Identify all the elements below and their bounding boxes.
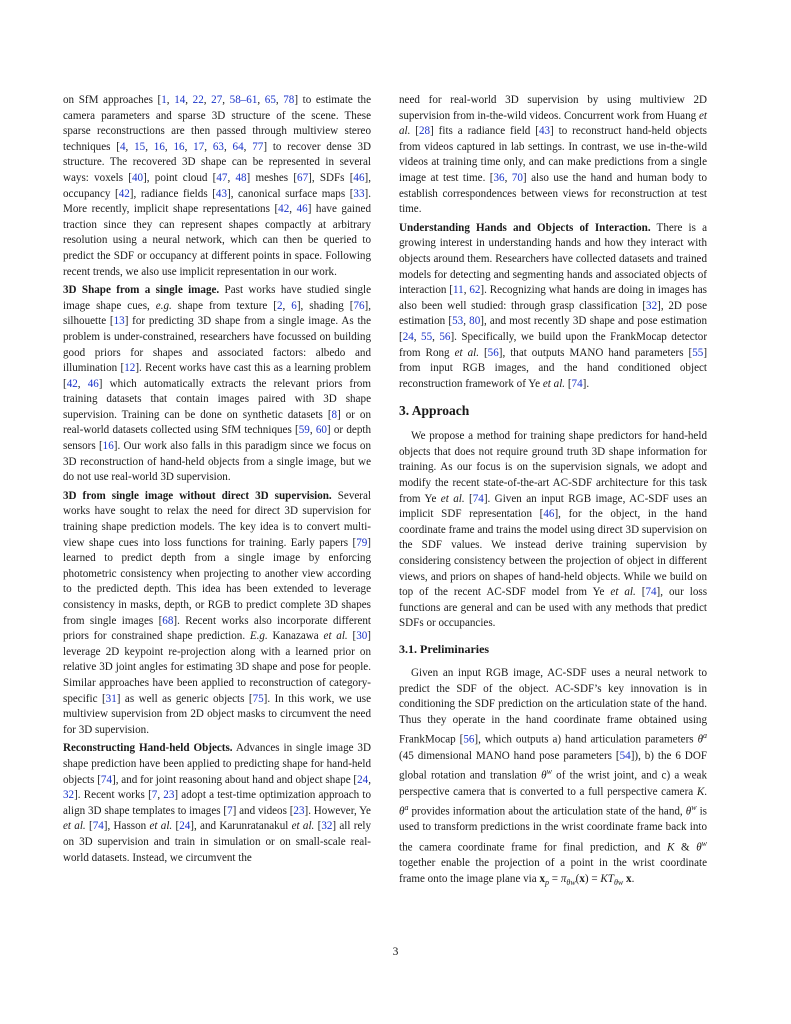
text-run: , — [227, 171, 236, 184]
citation-link[interactable]: 79 — [356, 536, 368, 549]
math-symbol: θ — [697, 734, 704, 747]
citation-link[interactable]: 55 — [692, 346, 704, 359]
right-column — [399, 93, 707, 894]
math-symbol: K — [666, 841, 675, 854]
left-column — [63, 93, 371, 869]
text-run: ] to recover dense 3D structure. The recovered 3D shape can be represented in several ways: voxels [ — [63, 140, 371, 184]
math-vector: x — [579, 872, 585, 885]
citation-link[interactable]: 80 — [469, 315, 481, 328]
text-run: ], 2D pose estimation [ — [399, 299, 707, 328]
math-symbol: θ — [685, 805, 692, 818]
text-run: ], Hasson — [103, 820, 150, 833]
text-run: . — [704, 785, 707, 798]
citation-link[interactable]: 56 — [463, 734, 475, 747]
citation-link[interactable]: 16 — [173, 140, 185, 153]
text-run: ] also use the hand and human body to establish correspondences between views for reconstruction at test time. — [399, 171, 708, 216]
text-run: ] or on real-world datasets collected using SfM techniques [ — [63, 408, 371, 437]
text-run: ], for the object, in the hand coordinate frame and trains the model using direct 3D supervision on the SDF values. We instead derive training supervision by considering consistency between the projection of object in different views, and priors on shapes of hand-held objects. While we build on top of the recent AC-SDF model from Ye — [399, 508, 707, 599]
citation-link[interactable]: 13 — [113, 315, 125, 328]
text-run: ] adopt a test-time optimization approach to align 3D shape templates to images [ — [63, 789, 371, 817]
text-run: , — [204, 140, 213, 153]
citation-link[interactable]: 76 — [353, 299, 365, 312]
text-run: ] fits a radiance field [ — [430, 125, 539, 138]
math-symbol: K — [696, 785, 705, 798]
citation-link[interactable]: 7 — [227, 804, 233, 817]
citation-link[interactable]: 62 — [469, 284, 481, 297]
text-run: of the wrist joint, and c) a weak perspective camera that is converted to a full perspective camera — [399, 769, 707, 798]
citation-link[interactable]: 63 — [212, 140, 224, 153]
text-run: ], canonical surface maps [ — [227, 187, 354, 200]
page-number: 3 — [392, 946, 399, 958]
text-run: , — [166, 94, 175, 106]
text-run: ]. Recognizing what hands are doing in images has also been well studied: through grasp classification [ — [399, 284, 707, 312]
text-run: , — [309, 424, 316, 437]
text-run: ], and most recently 3D shape and pose estimation [ — [399, 315, 707, 343]
citation-link[interactable]: 24 — [179, 820, 191, 833]
text-run: ], SDFs [ — [308, 171, 354, 184]
italic-text: et al. — [610, 586, 636, 599]
citation-link[interactable]: 78 — [283, 94, 295, 106]
subsection-heading-preliminaries: 3.1. Preliminaries — [399, 642, 490, 656]
math-subscript: θw — [566, 878, 576, 888]
text-run: , — [223, 140, 233, 153]
citation-link[interactable]: 67 — [297, 171, 309, 184]
text-run: , — [289, 203, 297, 216]
text-run: ] or depth sensors [ — [63, 424, 371, 453]
text-run: , — [413, 330, 422, 343]
citation-link[interactable]: 32 — [646, 299, 658, 312]
citation-link[interactable]: 46 — [543, 508, 555, 521]
italic-text: et al. — [323, 630, 348, 643]
text-run: ] from input RGB images, and the hand conditioned object reconstruction framework of Ye — [399, 346, 708, 390]
text-run: on SfM approaches [ — [63, 94, 162, 106]
section-heading-approach: 3. Approach — [399, 403, 470, 419]
text-run: [ — [464, 492, 473, 505]
citation-link[interactable]: 74 — [100, 773, 113, 786]
paragraph-approach — [399, 429, 707, 632]
text-run: ]. Specifically, we build upon the FrankMocap detector from Rong — [399, 330, 708, 359]
math-subscript: θw — [613, 878, 624, 888]
citation-link[interactable]: 43 — [538, 125, 551, 138]
citation-link[interactable]: 54 — [619, 749, 631, 762]
text-run: Given an input RGB image, AC-SDF uses a neural network to predict the SDF of the object. AC-SDF’s key innovation is in conditioning the SDF prediction on the articulation state of the hand. Thus they operate in the hand coordinate frame obtained using FrankMocap [ — [399, 667, 707, 747]
text-run: [ — [410, 125, 419, 138]
paragraph-heading: Understanding Hands and Objects of Interaction. — [399, 221, 651, 234]
citation-link[interactable]: 53 — [452, 315, 464, 328]
citation-link[interactable]: 42 — [118, 187, 130, 200]
text-run: [ — [85, 820, 93, 833]
citation-link[interactable]: 70 — [511, 171, 523, 184]
text-run: , — [257, 94, 265, 106]
text-run: [ — [314, 820, 322, 833]
text-run: , — [185, 94, 193, 106]
math-symbol: θ — [696, 841, 702, 854]
citation-link[interactable]: 7 — [151, 789, 158, 802]
paragraph-heading: 3D from single image without direct 3D supervision. — [63, 489, 332, 502]
text-run: ] as well as generic objects [ — [116, 692, 253, 705]
text-run: , — [432, 330, 440, 343]
math-symbol: θ — [399, 805, 405, 818]
citation-link[interactable]: 23 — [293, 804, 305, 817]
text-run: ) = — [584, 872, 601, 885]
text-run: & — [674, 841, 697, 854]
text-run: ], and Karunratanakul — [190, 820, 292, 833]
citation-link[interactable]: 75 — [252, 692, 264, 705]
italic-text: et al. — [291, 820, 315, 833]
italic-text: et al. — [454, 346, 479, 359]
text-run: ]. Recent works have cast this as a learning problem [ — [63, 362, 371, 390]
citation-link[interactable]: 15 — [134, 140, 146, 153]
text-run: Past works have studied single image shape cues, — [63, 284, 371, 312]
text-run: need for real-world 3D supervision by using multiview 2D supervision from in-the-wild videos. Concurrent work from Huang — [399, 94, 707, 122]
text-run: [ — [635, 586, 646, 599]
text-run: , — [203, 94, 212, 106]
citation-link[interactable]: 64 — [232, 140, 244, 153]
citation-link[interactable]: 31 — [105, 692, 117, 705]
citation-link[interactable]: 58–61 — [229, 94, 258, 106]
text-run: , — [125, 140, 135, 153]
citation-link[interactable]: 2 — [276, 299, 283, 312]
text-run: , — [243, 140, 253, 153]
italic-text: et al. — [149, 820, 173, 833]
text-run: ], silhouette [ — [63, 299, 371, 328]
math-superscript: w — [546, 767, 552, 777]
text-run: ] for predicting 3D shape from a single image. As the problem is under-constrained, researchers have focussed on building good priors for shapes and associated factors: albedo and illumination [ — [63, 315, 371, 375]
italic-text: et al. — [63, 820, 86, 833]
text-run: , — [463, 315, 470, 328]
text-run: , — [184, 140, 194, 153]
text-run: ]. — [582, 377, 590, 390]
text-run: ]. In this work, we use multiview supervision from 2D object masks to circumvent the need for 3D supervision. — [63, 692, 371, 736]
text-run: [ — [172, 820, 180, 833]
citation-link[interactable]: 74 — [645, 586, 657, 599]
citation-link[interactable]: 22 — [192, 94, 204, 106]
citation-link[interactable]: 42 — [66, 377, 78, 390]
citation-link[interactable]: 14 — [174, 94, 186, 106]
citation-link[interactable]: 12 — [124, 362, 136, 375]
citation-link[interactable]: 28 — [419, 125, 431, 138]
citation-link[interactable]: 65 — [264, 94, 276, 106]
italic-text: et al. — [542, 377, 566, 390]
text-run: , — [145, 140, 154, 153]
text-run: ], radiance fields [ — [129, 187, 216, 200]
citation-link[interactable]: 74 — [571, 377, 583, 390]
paragraph-heading: 3D Shape from a single image. — [63, 284, 220, 297]
citation-link[interactable]: 1 — [161, 94, 167, 106]
text-run: , — [164, 140, 174, 153]
citation-link[interactable]: 46 — [87, 377, 99, 390]
text-run: ]. Recent works [ — [74, 789, 152, 802]
citation-link[interactable]: 74 — [92, 820, 104, 833]
paragraph-understanding-hands — [399, 221, 707, 393]
citation-link[interactable]: 24 — [402, 330, 414, 343]
text-run: ], our loss functions are general and can be used with any methods that predict SDFs or occupancies. — [399, 586, 708, 630]
italic-text: E.g. — [249, 630, 268, 643]
text-run: is used to transform predictions in the wrist coordinate frame back into the camera coordinate frame for final prediction, and — [399, 805, 707, 854]
text-run: ] all rely on 3D supervision and train in simulation or on small-scale real-world datasets. Instead, we circumvent the — [63, 820, 372, 864]
text-run: ] and videos [ — [232, 804, 294, 817]
citation-link[interactable]: 33 — [353, 187, 365, 200]
citation-link[interactable]: 56 — [487, 346, 499, 359]
paragraph-3d-shape-single-image — [63, 283, 371, 486]
text-run: together enable the projection of a point in the wrist coordinate frame onto the image plane via — [399, 857, 707, 885]
citation-link[interactable]: 77 — [252, 140, 264, 153]
citation-link[interactable]: 17 — [193, 140, 205, 153]
text-run: , — [222, 94, 230, 106]
paragraph-heading: Reconstructing Hand-held Objects. — [63, 742, 233, 755]
text-run: ( — [575, 872, 580, 885]
math-vector: x — [626, 872, 632, 885]
paragraph-preliminaries — [399, 666, 707, 891]
text-run: ], occupancy [ — [63, 171, 371, 200]
text-run: ], which outputs a) hand articulation parameters — [474, 734, 698, 747]
citation-link[interactable]: 56 — [439, 330, 451, 343]
text-run: , — [282, 299, 292, 312]
math-symbol: KT — [600, 872, 614, 885]
math-superscript: w — [701, 839, 707, 848]
citation-link[interactable]: 59 — [298, 424, 310, 437]
text-run: , — [504, 171, 512, 184]
text-run: . — [631, 872, 635, 885]
text-run: (45 dimensional MANO hand pose parameters [ — [399, 749, 620, 762]
text-run: ], shading [ — [296, 299, 354, 312]
text-run: , — [275, 94, 284, 106]
text-run: [ — [478, 346, 488, 359]
text-run: ] have gained traction since they can represent shapes compactly at arbitrary resolution using a neural network, which can then be queried to predict the SDF or occupancy at different points in space. Following recent trends, we also use implicit representation in our work. — [63, 203, 371, 278]
citation-link[interactable]: 16 — [153, 140, 165, 153]
text-run: ] leverage 2D keypoint re-projection along with a learned prior on relative 3D joint angles for estimating 3D shape and pose for people. Similar approaches have been applied to reconstruction of category-specific [ — [63, 630, 371, 705]
text-run: , — [157, 789, 164, 802]
citation-link[interactable]: 40 — [131, 171, 144, 184]
citation-link[interactable]: 23 — [163, 789, 175, 802]
citation-link[interactable]: 48 — [235, 171, 247, 184]
text-run: There is a growing interest in understanding hands and how they interact with objects around them. Researchers have collected datasets and trained models for detecting and segmenting hands and associated objects of interaction [ — [399, 221, 708, 297]
citation-link[interactable]: 36 — [493, 171, 505, 184]
citation-link[interactable]: 55 — [421, 330, 433, 343]
paragraph-reconstructing-hand-held — [63, 741, 371, 866]
citation-link[interactable]: 32 — [321, 820, 333, 833]
citation-link[interactable]: 27 — [211, 94, 223, 106]
citation-link[interactable]: 30 — [356, 630, 368, 643]
citation-link[interactable]: 68 — [162, 614, 174, 627]
citation-link[interactable]: 11 — [453, 284, 464, 297]
citation-link[interactable]: 47 — [216, 171, 228, 184]
citation-link[interactable]: 60 — [315, 424, 327, 437]
citation-link[interactable]: 46 — [353, 171, 365, 184]
citation-link[interactable]: 24 — [357, 773, 369, 786]
text-run: = — [549, 872, 561, 885]
citation-link[interactable]: 16 — [102, 440, 114, 453]
italic-text: et al. — [399, 109, 707, 138]
text-run: ]. More recently, implicit shape representations [ — [63, 187, 371, 216]
text-run: ]. However, Ye — [304, 804, 371, 817]
text-run: ]), b) the 6 DOF global rotation and translation — [399, 749, 707, 782]
text-run: ]. Our work also falls in this paradigm since we focus on 3D reconstruction of hand-held objects from a single image, but we do not use real-world 3D supervision. — [63, 440, 371, 484]
italic-text: e.g. — [155, 299, 172, 312]
text-run: ]. Recent works also incorporate different priors for constrained shape prediction. — [63, 614, 371, 643]
math-superscript: a — [703, 731, 708, 741]
text-run: ] meshes [ — [246, 171, 298, 184]
math-superscript: a — [404, 803, 409, 813]
text-run: Kanazawa — [267, 630, 324, 643]
text-run: We propose a method for training shape predictors for hand-held objects that does not require ground truth 3D shape information for training. As our focus is on the supervision signals, we adopt and modify the recent state-of-the-art AC-SDF architecture for this task from Ye — [399, 430, 707, 505]
text-run: ], point cloud [ — [143, 171, 217, 184]
math-symbol: θ — [541, 769, 547, 782]
citation-link[interactable]: 4 — [119, 140, 126, 153]
text-run: ]. Given an input RGB image, AC-SDF uses an implicit SDF representation [ — [399, 492, 708, 521]
text-run: ], that outputs MANO hand parameters [ — [498, 346, 693, 359]
citation-link[interactable]: 43 — [215, 187, 227, 200]
citation-link[interactable]: 6 — [291, 299, 297, 312]
citation-link[interactable]: 42 — [278, 203, 290, 216]
math-subscript: p — [545, 878, 550, 888]
text-run: ] learned to predict depth from a single image by enforcing photometric consistency when projecting to another view according to the predicted depth. This idea has been extended to leverage consistency in masks, depth, or RGB to predict complete 3D shapes from single images [ — [63, 536, 371, 627]
text-run: , — [463, 284, 470, 297]
text-run: Advances in single image 3D shape prediction have been applied to predicting shape for hand-held objects [ — [63, 742, 371, 786]
text-run: [ — [565, 377, 572, 390]
math-symbol: π — [560, 872, 567, 885]
paragraph-3d-without-supervision — [63, 489, 371, 739]
text-run: , — [368, 773, 371, 786]
citation-link[interactable]: 8 — [331, 408, 338, 421]
paragraph-sfm-approaches — [63, 93, 371, 280]
paragraph-real-world-supervision — [399, 93, 707, 218]
text-run: provides information about the articulation state of the hand, — [408, 805, 686, 818]
text-run: [ — [347, 630, 357, 643]
citation-link[interactable]: 46 — [296, 203, 308, 216]
text-run: ] to reconstruct hand-held objects from videos captured in lab settings. In contrast, we use in-the-wild videos at training time only, and can make predictions from a single image at test time. [ — [399, 125, 708, 184]
text-run: ], and for joint reasoning about hand and object shape [ — [112, 773, 358, 786]
text-run: ] which automatically extracts the relevant priors from training datasets that contain images paired with 3D shape supervision. Training can be done on synthetic datasets [ — [63, 377, 371, 421]
text-run: shape from texture [ — [171, 299, 277, 312]
math-vector: x — [539, 872, 546, 885]
citation-link[interactable]: 32 — [63, 789, 75, 802]
text-run: ] to estimate the camera parameters and sparse 3D structure of the scene. These sparse reconstructions are then passed through multiview stereo techniques [ — [63, 94, 372, 153]
text-run: , — [77, 377, 88, 390]
citation-link[interactable]: 74 — [472, 492, 484, 505]
math-superscript: w — [691, 803, 697, 813]
text-run: Several works have sought to relax the need for direct 3D supervision for training shape prediction models. The key idea is to convert multi-view shape cues into loss functions for training. Early papers [ — [63, 489, 371, 549]
italic-text: et al. — [440, 492, 465, 505]
